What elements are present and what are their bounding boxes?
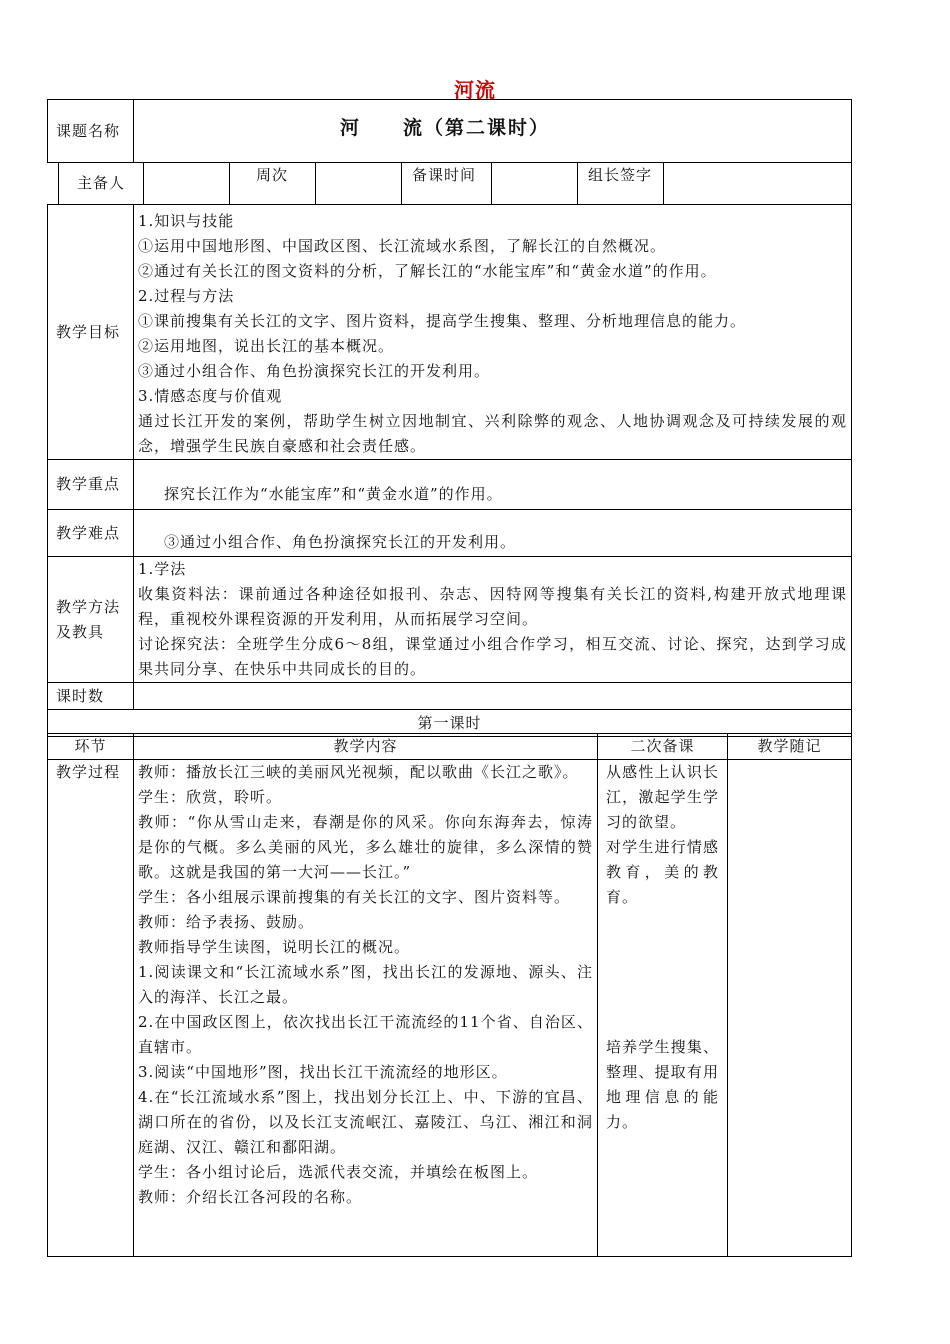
objective-line: ①课前搜集有关长江的文字、图片资料，提高学生搜集、整理、分析地理信息的能力。 (138, 312, 747, 330)
topic-text: 河 流（第二课时） (340, 117, 551, 139)
objective-line: ②通过有关长江的图文资料的分析，了解长江的“水能宝库”和“黄金水道”的作用。 (138, 262, 717, 280)
objective-line: 1.知识与技能 (138, 212, 235, 230)
content-line: 学生：欣赏，聆听。 (138, 788, 283, 806)
objective-line: 2.过程与方法 (138, 287, 235, 305)
main-table (47, 204, 852, 737)
week-value (316, 163, 402, 205)
preparer-value (144, 163, 230, 205)
difficulty-label: 教学难点 (48, 510, 134, 557)
col-content: 教学内容 (134, 734, 598, 760)
preparer-label: 主备人 (59, 163, 144, 205)
content-line: 3.阅读“中国地形”图，找出长江干流流经的地形区。 (138, 1063, 508, 1081)
lesson-header: 第一课时 (48, 710, 852, 737)
objective-line: ②运用地图，说出长江的基本概况。 (138, 337, 395, 355)
prep-time-label: 备课时间 (402, 163, 492, 205)
col-stage: 环节 (48, 734, 134, 760)
methods-label-line: 教学方法 (56, 597, 121, 616)
hours-value (134, 683, 852, 710)
content-line: 教师指导学生读图，说明长江的概况。 (138, 938, 411, 956)
content-line: 学生：各小组展示课前搜集的有关长江的文字、图片资料等。 (138, 888, 571, 906)
key-point-value: 探究长江作为“水能宝库”和“黄金水道”的作用。 (134, 460, 852, 510)
leader-sign-value (664, 163, 852, 205)
method-line: 收集资料法：课前通过各种途径如报刊、杂志、因特网等搜集有关长江的资料,构建开放式地理课程，重视校外课程资源的开发利用，从而拓展学习空间。 (138, 585, 847, 628)
info-table (58, 162, 852, 205)
leader-sign-label: 组长签字 (578, 163, 664, 205)
objectives-label: 教学目标 (48, 205, 134, 460)
process-content (134, 760, 598, 1257)
col-second-prep: 二次备课 (598, 734, 728, 760)
topic-value (134, 100, 852, 163)
teaching-notes (728, 760, 852, 1257)
prep-time-value (492, 163, 578, 205)
objectives-content (134, 205, 852, 460)
process-table (47, 733, 852, 1257)
col-notes: 教学随记 (728, 734, 852, 760)
objective-line: ①运用中国地形图、中国政区图、长江流域水系图，了解长江的自然概况。 (138, 237, 667, 255)
content-line: 1.阅读课文和“长江流域水系”图，找出长江的发源地、源头、注入的海洋、长江之最。 (138, 963, 593, 1006)
method-line: 讨论探究法：全班学生分成6～8组，课堂通过小组合作学习，相互交流、讨论、探究，达到学习成果共同分享、在快乐中共同成长的目的。 (138, 635, 847, 678)
topic-table (47, 99, 852, 163)
content-line: 教师：给予表扬、鼓励。 (138, 913, 315, 931)
content-line: 教师：介绍长江各河段的名称。 (138, 1188, 363, 1206)
second-prep-content (598, 760, 728, 1257)
methods-label (48, 557, 134, 683)
hours-label: 课时数 (48, 683, 134, 710)
method-line: 1.学法 (138, 560, 187, 578)
content-line: 教师：“你从雪山走来，春潮是你的风采。你向东海奔去，惊涛是你的气概。多么美丽的风光，多么雄壮的旋律，多么深情的赞歌。这就是我国的第一大河——长江。” (138, 813, 593, 881)
document-title: 河流 (454, 78, 496, 102)
methods-content (134, 557, 852, 683)
objective-line: ③通过小组合作、角色扮演探究长江的开发利用。 (138, 362, 491, 380)
content-line: 4.在“长江流域水系”图上，找出划分长江上、中、下游的宜昌、湖口所在的省份，以及长江支流岷江、嘉陵江、乌江、湘江和洞庭湖、汉江、赣江和鄱阳湖。 (138, 1088, 593, 1156)
difficulty-value: ③通过小组合作、角色扮演探究长江的开发利用。 (134, 510, 852, 557)
second-prep-note: 从感性上认识长江，激起学生学习的欲望。 (606, 763, 719, 831)
key-point-label: 教学重点 (48, 460, 134, 510)
methods-label-line: 及教具 (56, 622, 105, 641)
second-prep-note: 培养学生搜集、整理、提取有用地理信息的能力。 (606, 1038, 719, 1131)
content-line: 2.在中国政区图上，依次找出长江干流流经的11个省、自治区、直辖市。 (138, 1013, 593, 1056)
content-line: 教师：播放长江三峡的美丽风光视频，配以歌曲《长江之歌》。 (138, 763, 579, 781)
second-prep-note: 对学生进行情感教育，美的教育。 (606, 838, 719, 906)
objective-line: 3.情感态度与价值观 (138, 387, 283, 405)
process-stage: 教学过程 (48, 760, 134, 1257)
week-label: 周次 (230, 163, 316, 205)
content-line: 学生：各小组讨论后，选派代表交流，并填绘在板图上。 (138, 1163, 539, 1181)
topic-label: 课题名称 (48, 100, 134, 163)
objective-line: 通过长江开发的案例，帮助学生树立因地制宜、兴利除弊的观念、人地协调观念及可持续发展的观念，增强学生民族自豪感和社会责任感。 (138, 412, 847, 455)
